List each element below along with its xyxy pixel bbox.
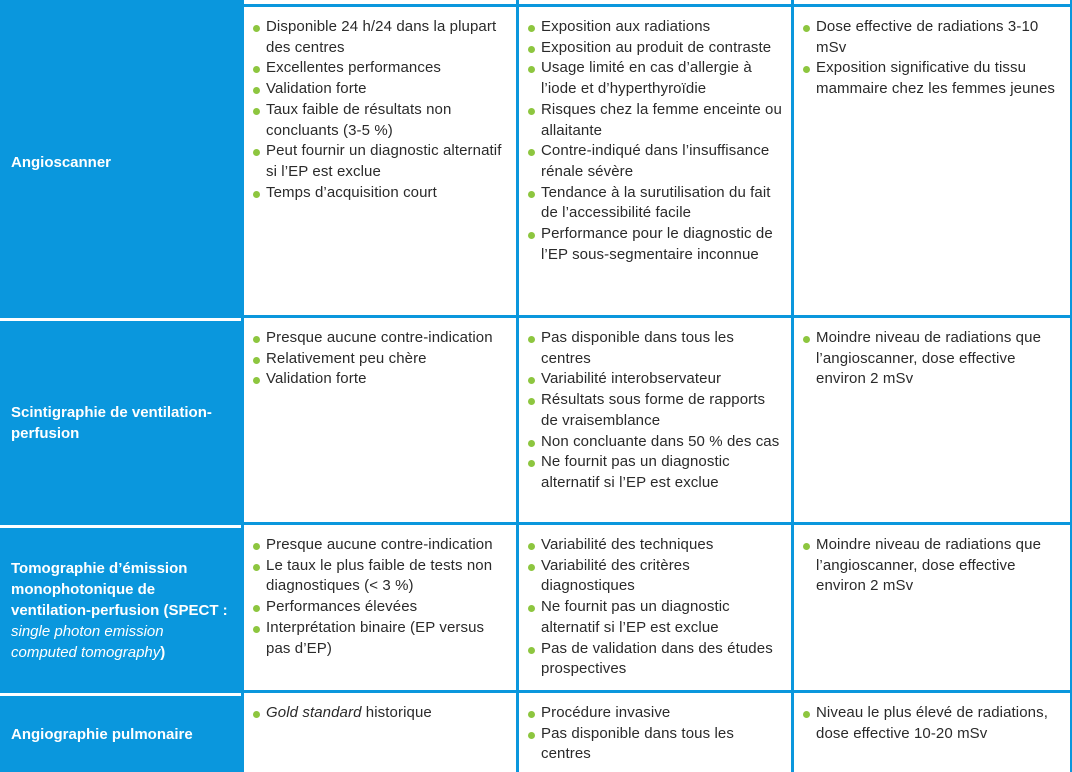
list-item-text: Exposition au produit de contraste — [541, 38, 772, 56]
list-item — [527, 432, 783, 453]
row-label-end: ) — [160, 644, 166, 661]
list-item-text: Variabilité interobservateur — [541, 370, 722, 388]
list-item — [252, 597, 508, 618]
bullet-icon — [528, 46, 535, 53]
list-item — [252, 183, 508, 204]
list-item-text: Moindre niveau de radiations que l’angioscanner, dose effective environ 2 mSv — [816, 536, 1042, 595]
list-item-text: Pas de validation dans des études prospectives — [541, 639, 773, 678]
header-cell — [516, 0, 791, 7]
list-item — [252, 535, 508, 556]
list-item — [252, 79, 508, 100]
radiation-cell — [791, 318, 1072, 525]
row-label-text: Angioscanner — [11, 154, 112, 171]
list-item — [802, 535, 1062, 597]
bullet-icon — [803, 543, 810, 550]
list-item — [527, 224, 783, 265]
bullet-icon — [528, 377, 535, 384]
bullet-icon — [528, 605, 535, 612]
list-item-text: Interprétation binaire (EP versus pas d’EP) — [266, 618, 485, 657]
bullet-icon — [253, 711, 260, 718]
row-label-text: Angiographie pulmonaire — [11, 725, 193, 743]
list-item-text: Validation forte — [266, 370, 367, 388]
list-item — [527, 38, 783, 59]
bullet-icon — [253, 564, 260, 571]
list-item — [527, 535, 783, 556]
list-item — [252, 58, 508, 79]
bullet-icon — [528, 398, 535, 405]
row-label-angioscanner — [0, 7, 241, 318]
list-item-text: Relativement peu chère — [266, 349, 427, 367]
list-item — [802, 58, 1062, 99]
advantages-cell — [241, 7, 516, 318]
list-item — [802, 328, 1062, 390]
list-item-italic: Gold standard — [266, 704, 362, 721]
bullet-icon — [528, 108, 535, 115]
list-item-text: Usage limité en cas d’allergie à l’iode et d’hyperthyroïdie — [541, 59, 752, 98]
list-item-text: Performances élevées — [266, 598, 418, 616]
disadvantages-cell — [516, 7, 791, 318]
bullet-icon — [253, 87, 260, 94]
list-item — [527, 452, 783, 493]
bullet-icon — [253, 543, 260, 550]
list-item — [252, 17, 508, 58]
list-item-text: Variabilité des critères diagnostiques — [541, 556, 690, 595]
row-label-main: Tomographie d’émission monophotonique de ventilation-perfusion (SPECT : — [11, 560, 228, 619]
bullet-icon — [253, 66, 260, 73]
row-label-scintigraphie — [0, 318, 241, 525]
list-item-text: Temps d’acquisition court — [266, 183, 437, 201]
list-item-text: Presque aucune contre-indication — [266, 536, 493, 553]
list-item-text: Contre-indiqué dans l’insuffisance rénale sévère — [541, 142, 770, 180]
bullet-icon — [253, 626, 260, 633]
bullet-icon — [528, 440, 535, 447]
list-item — [252, 349, 508, 370]
list-item — [527, 58, 783, 99]
bullet-icon — [528, 191, 535, 198]
list-item — [252, 100, 508, 141]
disadvantages-cell — [516, 525, 791, 693]
row-label-text: Scintigraphie de ventilation-perfusion — [11, 404, 212, 442]
advantages-cell — [241, 525, 516, 693]
list-item-text: Validation forte — [266, 80, 367, 98]
bullet-icon — [803, 711, 810, 718]
radiation-cell — [791, 7, 1072, 318]
header-cell — [241, 0, 516, 7]
list-item-text: Niveau le plus élevé de radiations, dose effective 10-20 mSv — [816, 704, 1048, 742]
list-item-text: Exposition significative du tissu mammaire chez les femmes jeunes — [816, 59, 1056, 98]
list-item — [527, 390, 783, 431]
bullet-icon — [803, 25, 810, 32]
bullet-icon — [253, 108, 260, 115]
list-item — [527, 556, 783, 597]
list-item — [252, 556, 508, 597]
bullet-icon — [528, 647, 535, 654]
bullet-icon — [253, 605, 260, 612]
list-item — [252, 618, 508, 659]
list-item — [527, 141, 783, 182]
list-item — [527, 17, 783, 38]
list-item — [802, 17, 1062, 58]
list-item — [527, 639, 783, 680]
list-item — [527, 328, 783, 369]
list-item — [252, 141, 508, 182]
list-item-text: Non concluante dans 50 % des cas — [541, 432, 780, 450]
bullet-icon — [803, 336, 810, 343]
bullet-icon — [528, 543, 535, 550]
list-item-text: Performance pour le diagnostic de l’EP sous-segmentaire inconnue — [541, 225, 773, 263]
list-item-text: Dose effective de radiations 3-10 mSv — [816, 18, 1039, 56]
list-item-text: Moindre niveau de radiations que l’angioscanner, dose effective environ 2 mSv — [816, 329, 1042, 388]
list-item — [527, 100, 783, 141]
list-item-text: Ne fournit pas un diagnostic alternatif si l’EP est exclue — [541, 453, 730, 491]
list-item-text: Taux faible de résultats non concluants (3-5 %) — [266, 100, 452, 139]
list-item — [527, 703, 783, 724]
list-item — [527, 724, 783, 765]
bullet-icon — [528, 66, 535, 73]
list-item — [252, 328, 508, 349]
list-item — [252, 703, 508, 724]
row-label-italic: single photon emission computed tomography — [11, 623, 164, 661]
row-label-text — [11, 558, 231, 663]
list-item-text: Peut fournir un diagnostic alternatif si l’EP est exclue — [266, 142, 502, 180]
list-item-text: Excellentes performances — [266, 59, 441, 77]
row-label-angiographie — [0, 693, 241, 772]
bullet-icon — [528, 25, 535, 32]
list-item — [527, 183, 783, 224]
list-item — [527, 597, 783, 638]
list-item-text: historique — [361, 704, 432, 721]
list-item — [252, 369, 508, 390]
row-label-spect — [0, 525, 241, 693]
bullet-icon — [528, 149, 535, 156]
radiation-cell — [791, 693, 1072, 772]
advantages-cell — [241, 318, 516, 525]
bullet-icon — [528, 336, 535, 343]
bullet-icon — [253, 191, 260, 198]
list-item — [527, 369, 783, 390]
bullet-icon — [253, 336, 260, 343]
bullet-icon — [528, 460, 535, 467]
bullet-icon — [253, 25, 260, 32]
advantages-cell — [241, 693, 516, 772]
header-cell — [0, 0, 241, 7]
list-item-text: Pas disponible dans tous les centres — [541, 724, 734, 763]
bullet-icon — [528, 711, 535, 718]
list-item — [802, 703, 1062, 744]
header-cell — [791, 0, 1072, 7]
list-item-text: Pas disponible dans tous les centres — [541, 329, 734, 367]
list-item-text: Variabilité des techniques — [541, 536, 714, 553]
disadvantages-cell — [516, 318, 791, 525]
list-item-text: Disponible 24 h/24 dans la plupart des centres — [266, 18, 497, 56]
bullet-icon — [528, 564, 535, 571]
radiation-cell — [791, 525, 1072, 693]
list-item-text: Le taux le plus faible de tests non diagnostiques (< 3 %) — [266, 556, 493, 595]
disadvantages-cell — [516, 693, 791, 772]
list-item-text: Exposition aux radiations — [541, 18, 711, 35]
bullet-icon — [528, 732, 535, 739]
list-item-text: Ne fournit pas un diagnostic alternatif si l’EP est exclue — [541, 598, 730, 636]
bullet-icon — [253, 357, 260, 364]
bullet-icon — [253, 377, 260, 384]
list-item-text: Procédure invasive — [541, 704, 671, 721]
list-item-text: Résultats sous forme de rapports de vraisemblance — [541, 391, 766, 429]
bullet-icon — [803, 66, 810, 73]
bullet-icon — [253, 149, 260, 156]
list-item-text: Risques chez la femme enceinte ou allaitante — [541, 100, 782, 139]
bullet-icon — [528, 232, 535, 239]
list-item-text: Tendance à la surutilisation du fait de l’accessibilité facile — [541, 183, 771, 222]
list-item-text: Presque aucune contre-indication — [266, 329, 493, 346]
